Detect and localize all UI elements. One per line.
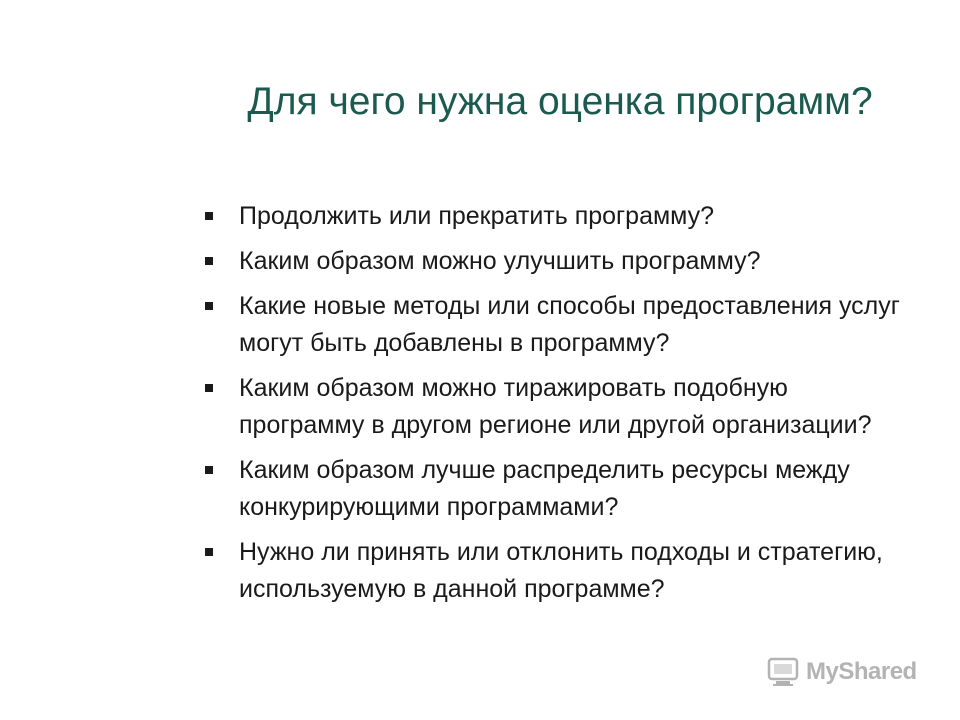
square-bullet-icon [205, 384, 213, 392]
square-bullet-icon [205, 212, 213, 220]
bullet-text: Нужно ли принять или отклонить подходы и стратегию, используемую в данной программе? [239, 538, 883, 603]
bullet-text: Продолжить или прекратить программу? [239, 202, 715, 230]
bullet-item [200, 452, 920, 526]
square-bullet-icon [205, 302, 213, 310]
bullet-list [200, 198, 920, 616]
bullet-text: Каким образом можно тиражировать подобную программу в другом регионе или другой организации? [239, 374, 872, 439]
square-bullet-icon [205, 466, 213, 474]
bullet-item [200, 198, 920, 235]
bullet-item [200, 288, 920, 362]
square-bullet-icon [205, 257, 213, 265]
bullet-item [200, 243, 920, 280]
bullet-item [200, 534, 920, 608]
watermark-text: MyShared [806, 658, 917, 685]
square-bullet-icon [205, 548, 213, 556]
bullet-text: Каким образом можно улучшить программу? [239, 247, 761, 275]
bullet-text: Каким образом лучше распределить ресурсы между конкурирующими программами? [239, 456, 850, 521]
myshared-watermark[interactable] [766, 652, 917, 692]
bullet-text: Какие новые методы или способы предоставления услуг могут быть добавлены в программу? [239, 292, 900, 357]
bullet-item [200, 370, 920, 444]
myshared-logo-icon [766, 655, 800, 689]
slide-title: Для чего нужна оценка программ? [247, 80, 873, 123]
